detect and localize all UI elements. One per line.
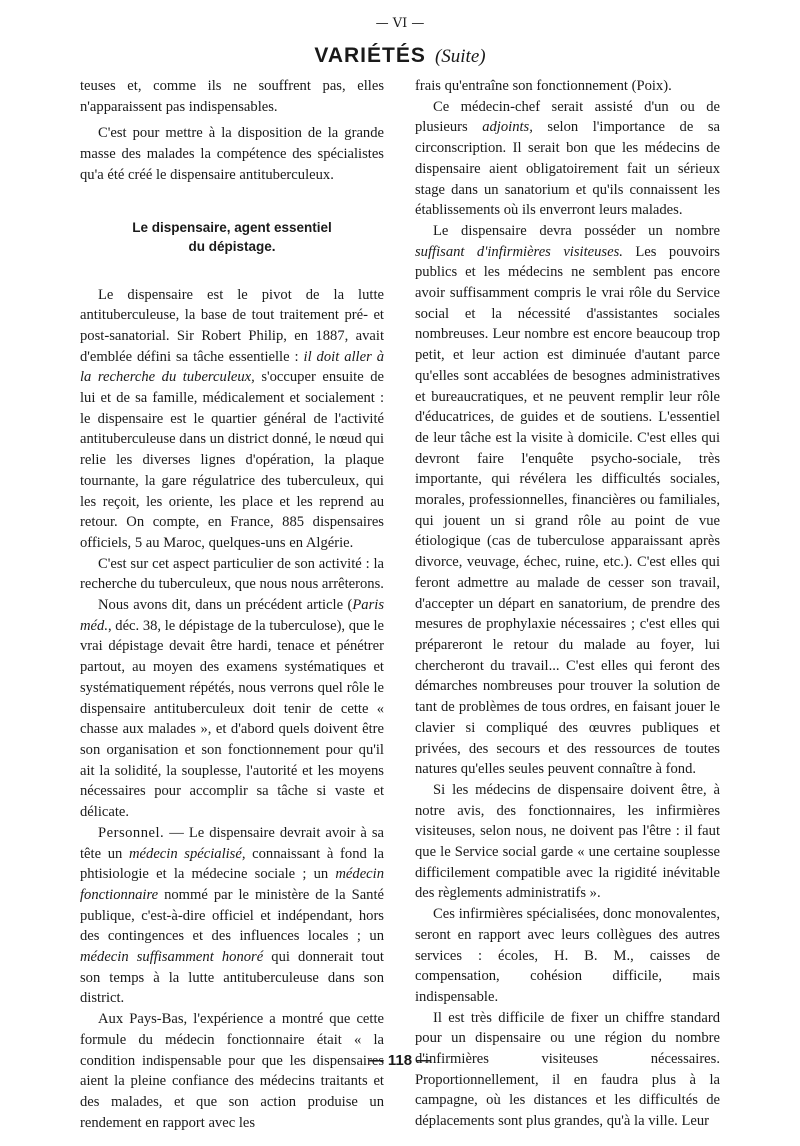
text-run: connaissant à fond la phtisiologie et la médecine sociale ; un [80, 845, 384, 883]
page-title [0, 44, 800, 68]
emphasis: Paris méd. [80, 597, 384, 634]
text-run: , déc. 38, le dépistage de la tuberculose), que le vrai dépistage devait être hardi, tenace et pénétrer partout, au moyen des examens systématiques et systématiquement répétés, nous verrons quel rôle le dispensaire antituberculeux doit tenir de cette « chasse aux malades », et d'abord quels doivent être son organisation et son fonctionnement pour qu'il ait la solidité, la souplesse, l'autorité et les moyens nécessaires pour accomplir sa tâche si vaste et délicate. [80, 617, 384, 821]
paragraph: C'est pour mettre à la disposition de la grande masse des malades la compétence des spécialistes qu'a été créé le dispensaire antituberculeux. [80, 125, 384, 183]
text-run: Nous avons dit, dans un précédent article ( [98, 597, 353, 614]
text-run: Le dispensaire devra posséder un nombre [433, 222, 720, 239]
title-text: VARIÉTÉS [314, 44, 426, 67]
page-number: — 118 — [368, 1052, 432, 1069]
section-heading-line: du dépistage. [188, 238, 276, 254]
text-run: — Le dispensaire devrait avoir à sa tête un [80, 824, 384, 862]
paragraph: Il est très difficile de fixer un chiffre standard pour un dispensaire ou une région du nombre d'infirmières visiteuses nécessaires. Proportionnellement, il en faudra plus à la campagne, où les distances et les difficultés de déplacements sont plus grandes, qu'à la ville. Leur [415, 1009, 720, 1130]
paragraph [80, 285, 384, 554]
paragraph: Ces infirmières spécialisées, donc monovalentes, seront en rapport avec leurs collègues des autres services : écoles, H. B. M., caisses de compensation, cohésion difficile, mais indispensable. [415, 906, 720, 1005]
emphasis: il doit aller à la recherche du tuberculeux, [80, 348, 384, 386]
header-page-number: — VI — [375, 16, 425, 31]
paragraph: teuses et, comme ils ne souffrent pas, elles n'apparaissent pas indispensables. [80, 78, 384, 115]
paragraph [80, 595, 384, 823]
emphasis: médecin fonctionnaire [80, 866, 384, 903]
text-run: Les pouvoirs publics et les médecins ne semblent pas encore avoir suffisamment compris le vrai rôle du Service social et la nécessité d'assistantes sociales nombreuses. Leur nombre est encore beaucoup trop petit, et leur action est diminuée d'autant parce qu'elles sont accablées de besognes administratives et bureaucratiques, et ne peuvent remplir leur rôle d'éducatrices, de guides et de soutiens. L'essentiel de leur tâche est la visite à domicile. C'est elles qui devront faire l'enquête psycho-sociale, très importante, qui révélera les difficultés sociales, morales, professionnelles, financières ou familiales, qui jouent un si grand rôle au point de vue étiologique (cas de tuberculose apparaissant après divorce, veuvage, échec, ruine, etc.). C'est elles qui feront admettre au malade de cesser son travail, d'accepter un départ en sanatorium, de prendre des mesures de prophylaxie nécessaires ; c'est elles qui prépareront le retour du malade au foyer, lui chercheront du travail... C'est elles qui feront des démarches nombreuses pour trouver la solution de tant de problèmes de tous ordres, en faisant jouer le clavier si compliqué des œuvres publiques et privées, des secours et des ressources de toutes natures qu'elles seules peuvent connaître à fond. [415, 243, 720, 778]
text-run: Ce médecin-chef serait assisté d'un ou de plusieurs [415, 98, 720, 136]
paragraph: Aux Pays-Bas, l'expérience a montré que cette formule du médecin fonctionnaire était « la condition indispensable pour que les dispensaires aient la pleine confiance des médecins traitants et des malades, et que son action produise un rendement en rapport avec les [80, 1011, 384, 1131]
right-column [415, 76, 720, 1132]
run-in-heading: Personnel. [98, 824, 165, 841]
text-run: selon l'importance de sa circonscription. Il serait bon que les médecins de dispensaire aient obligatoirement fait un sérieux stage dans un sanatorium et qu'ils connaissent les établissements où ils enverront leurs malades. [415, 119, 720, 219]
paragraph: frais qu'entraîne son fonctionnement (Poix). [415, 78, 672, 94]
title-suffix: (Suite) [434, 46, 486, 67]
emphasis: médecin suffisamment honoré [80, 949, 264, 966]
paragraph [415, 221, 720, 780]
paragraph [80, 823, 384, 1009]
paragraph: Si les médecins de dispensaire doivent être, à notre avis, des fonctionnaires, les infirmières visiteuses, selon nous, ne doivent pas l'être : il faut que le Service social garde « une certaine souplesse difficilement compatible avec la rigidité inévitable des règlements administratifs ». [415, 781, 720, 902]
paragraph [415, 97, 720, 221]
paragraph: C'est sur cet aspect particulier de son activité : la recherche du tuberculeux, que nous nous arrêterons. [80, 555, 384, 593]
emphasis: adjoints, [482, 119, 533, 136]
text-run: nommé par le ministère de la Santé publique, c'est-à-dire officiel et indépendant, hors des contingences et des influences locales ; un [80, 886, 384, 945]
emphasis: médecin spécialisé, [129, 845, 246, 862]
emphasis: suffisant d'infirmières visiteuses. [415, 243, 623, 260]
text-run: Le dispensaire est le pivot de la lutte antituberculeuse, la base de tout traitement pré- et post-sanatorial. Sir Robert Philip, en 1887, avait d'emblée défini sa tâche essentielle : [80, 286, 384, 365]
left-column [80, 76, 384, 1133]
section-heading-line: Le dispensaire, agent essentiel [132, 219, 332, 235]
text-run: qui donnerait tout son temps à la lutte antituberculeuse dans son district. [80, 949, 384, 1007]
section-heading [80, 218, 384, 256]
text-run: s'occuper ensuite de lui et de sa famille, médicalement et socialement : le dispensaire est le quartier général de l'activité antituberculeuse dans un district donné, le nœud qui relie les diverses lignes d'opération, la plaque tournante, la gare régulatrice des tuberculeux, qui les reçoit, les oriente, les place et les reprend au retour. On compte, en France, 885 dispensaires officiels, 5 au Maroc, quelques-uns en Algérie. [80, 369, 384, 551]
